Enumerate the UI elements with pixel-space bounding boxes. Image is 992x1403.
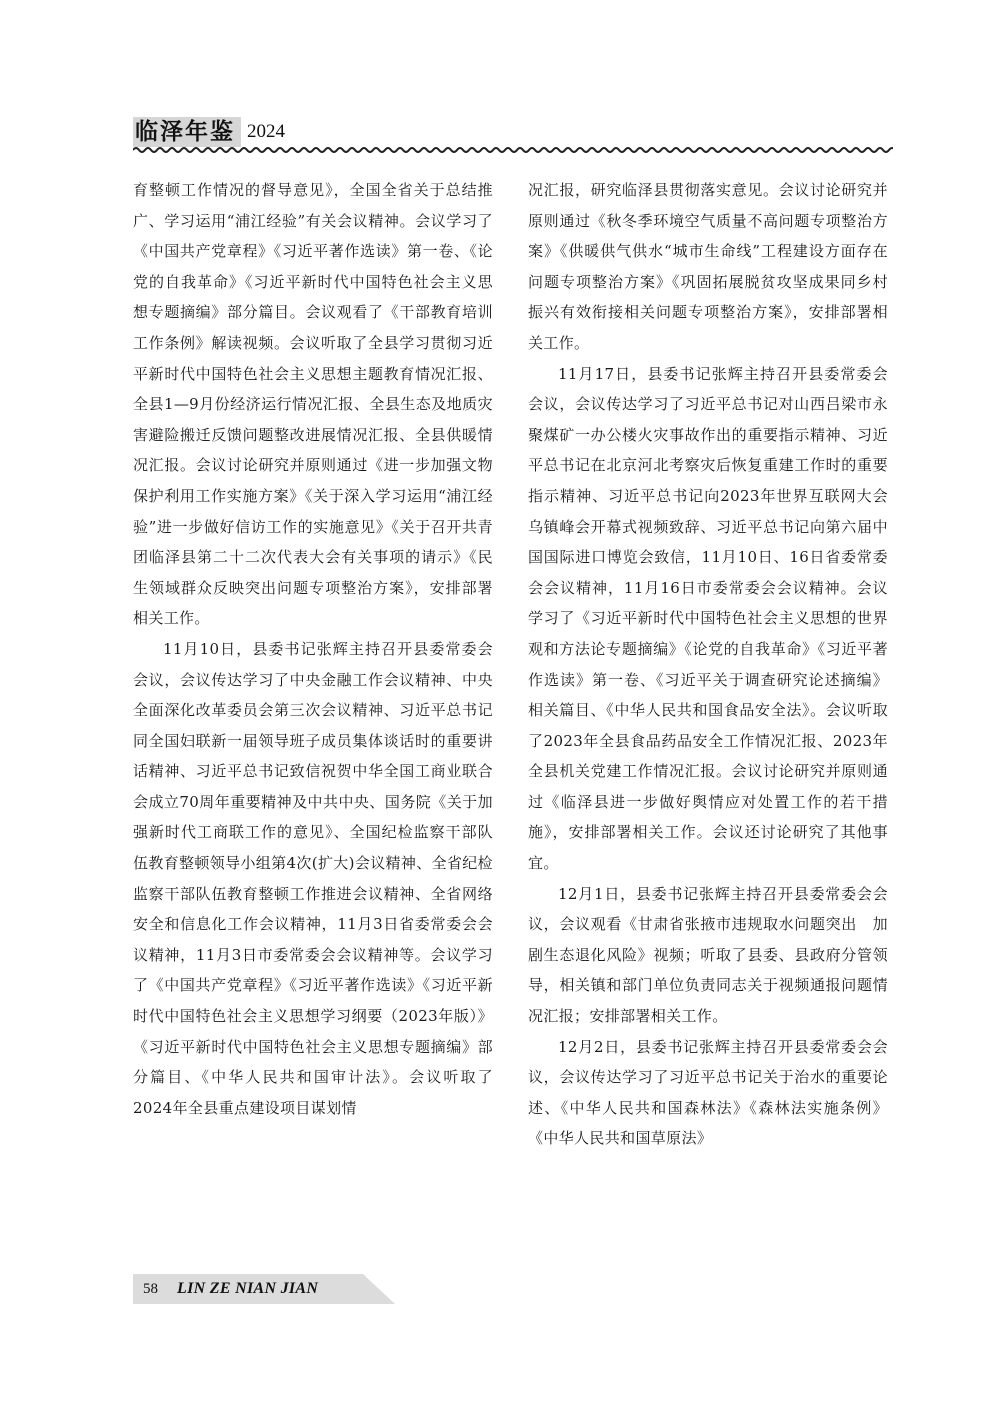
yearbook-brand: 临泽年鉴: [133, 117, 241, 147]
text-column-left: [133, 175, 493, 1123]
page-footer: [133, 1274, 395, 1304]
paragraph: 12月1日，县委书记张辉主持召开县委常委会会议，会议观看《甘肃省张掖市违规取水问题突出 加剧生态退化风险》视频；听取了县委、县政府分管领导，相关镇和部门单位负责同志关于视频通报问题情况汇报；安排部署相关工作。: [528, 884, 888, 1026]
paragraph: 12月2日，县委书记张辉主持召开县委常委会会议，会议传达学习了习近平总书记关于治水的重要论述、《中华人民共和国森林法》《森林法实施条例》《中华人民共和国草原法》: [528, 1037, 888, 1148]
page-number: 58: [143, 1281, 158, 1297]
paragraph: 11月17日，县委书记张辉主持召开县委常委会会议，会议传达学习了习近平总书记对山西吕梁市永聚煤矿一办公楼火灾事故作出的重要指示精神、习近平总书记在北京河北考察灾后恢复重建工作时的重要指示精神、习近平总书记向2023年世界互联网大会乌镇峰会开幕式视频致辞、习近平总书记向第六届中国国际进口博览会致信，11月10日、16日省委常委会会议精神，11月16日市委常委会会议精神。会议学习了《习近平新时代中国特色社会主义思想的世界观和方法论专题摘编》《论党的自我革命》《习近平著作选读》第一卷、《习近平关于调查研究论述摘编》相关篇目、《中华人民共和国食品安全法》。会议听取了2023年全县食品药品安全工作情况汇报、2023年全县机关党建工作情况汇报。会议讨论研究并原则通过《临泽县进一步做好舆情应对处置工作的若干措施》，安排部署相关工作。会议还讨论研究了其他事宜。: [528, 364, 888, 873]
paragraph: 况汇报，研究临泽县贯彻落实意见。会议讨论研究并原则通过《秋冬季环境空气质量不高问题专项整治方案》《供暖供气供水“城市生命线”工程建设方面存在问题专项整治方案》《巩固拓展脱贫攻坚成果同乡村振兴有效衔接相关问题专项整治方案》，安排部署相关工作。: [528, 181, 888, 352]
yearbook-year: 2024: [247, 121, 285, 142]
paragraph: 育整顿工作情况的督导意见》，全国全省关于总结推广、学习运用“浦江经验”有关会议精神。会议学习了《中国共产党章程》《习近平著作选读》第一卷、《论党的自我革命》《习近平新时代中国特色社会主义思想专题摘编》部分篇目。会议观看了《干部教育培训工作条例》解读视频。会议听取了全县学习贯彻习近平新时代中国特色社会主义思想主题教育情况汇报、全县1—9月份经济运行情况汇报、全县生态及地质灾害避险搬迁反馈问题整改进展情况汇报、全县供暖情况汇报。会议讨论研究并原则通过《进一步加强文物保护利用工作实施方案》《关于深入学习运用“浦江经验”进一步做好信访工作的实施意见》《关于召开共青团临泽县第二十二次代表大会有关事项的请示》《民生领域群众反映突出问题专项整治方案》，安排部署相关工作。: [133, 181, 493, 628]
text-column-right: [528, 175, 888, 1154]
header-wavy-rule: [133, 145, 893, 155]
paragraph: 11月10日，县委书记张辉主持召开县委常委会会议，会议传达学习了中央金融工作会议精神、中央全面深化改革委员会第三次会议精神、习近平总书记同全国妇联新一届领导班子成员集体谈话时的重要讲话精神、习近平总书记致信祝贺中华全国工商业联合会成立70周年重要精神及中共中央、国务院《关于加强新时代工商联工作的意见》、全国纪检监察干部队伍教育整顿领导小组第4次(扩大)会议精神、全省纪检监察干部队伍教育整顿工作推进会议精神、全省网络安全和信息化工作会议精神，11月3日省委常委会会议精神，11月3日市委常委会会议精神等。会议学习了《中国共产党章程》《习近平著作选读》《习近平新时代中国特色社会主义思想学习纲要（2023年版）》《习近平新时代中国特色社会主义思想专题摘编》部分篇目、《中华人民共和国审计法》。会议听取了2024年全县重点建设项目谋划情: [133, 639, 493, 1117]
running-header: [133, 113, 893, 155]
journal-name: LIN ZE NIAN JIAN: [177, 1280, 319, 1297]
